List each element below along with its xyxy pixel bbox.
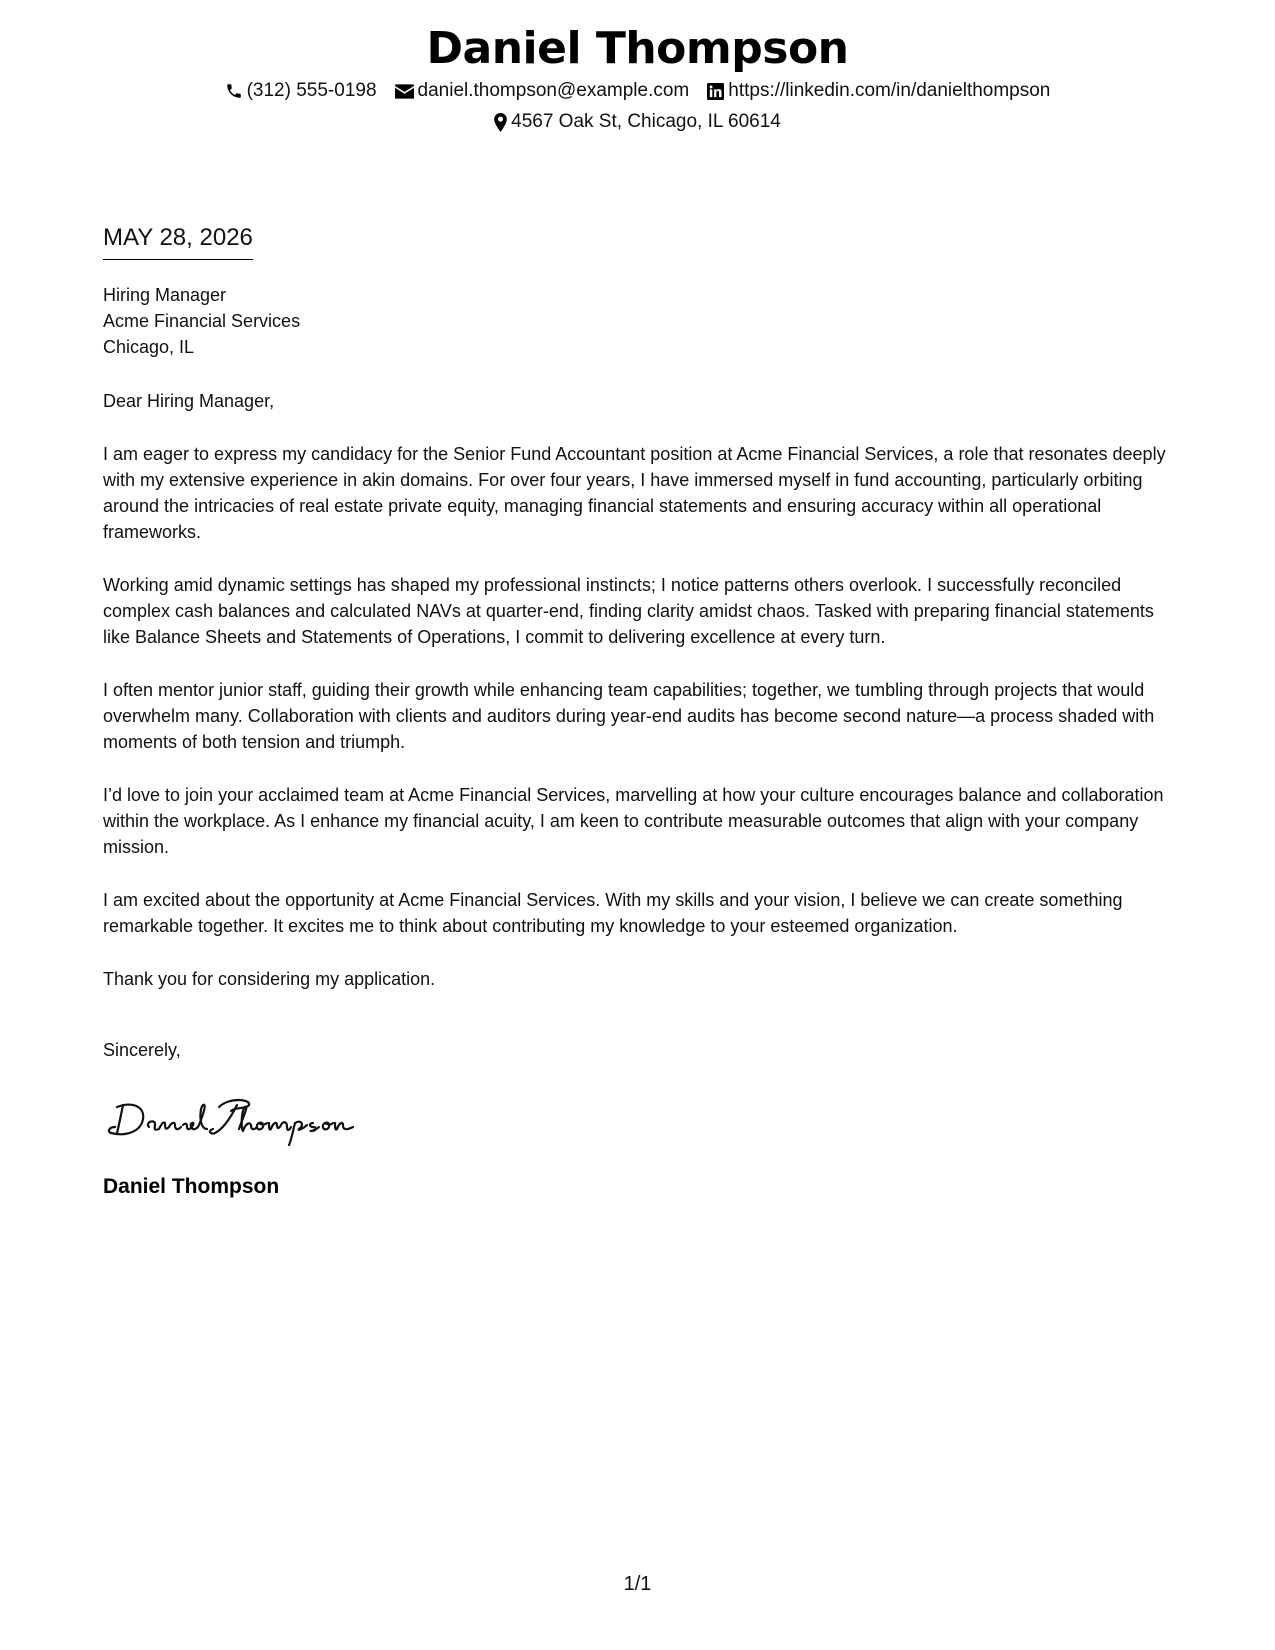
letter-body	[103, 222, 1183, 1201]
address-row	[0, 109, 1275, 135]
contact-phone	[225, 78, 377, 104]
closing: Sincerely,	[103, 1040, 181, 1060]
linkedin-text[interactable]: https://linkedin.com/in/danielthompson	[728, 80, 1051, 101]
paragraph-4: I’d love to join your acclaimed team at Acme Financial Services, marvelling at how your culture encourages balance and collaboration within the workplace. As I enhance my financial acuity, I am keen to contribute measurable outcomes that align with your company mission.	[103, 785, 1164, 857]
paragraph-1: I am eager to express my candidacy for the Senior Fund Accountant position at Acme Financial Services, a role that resonates deeply with my extensive experience in akin domains. For over four years, I have immersed myself in fund accounting, particularly orbiting around the intricacies of real estate private equity, managing financial statements and ensuring accuracy within all operational frameworks.	[103, 444, 1166, 542]
paragraph-3: I often mentor junior staff, guiding their growth while enhancing team capabilities; together, we tumbling through projects that would overwhelm many. Collaboration with clients and auditors during year-end audits has become second nature—a process shaded with moments of both tension and triumph.	[103, 680, 1155, 752]
page-number: 1/1	[623, 1573, 652, 1595]
letter-date: MAY 28, 2026	[103, 222, 253, 260]
recipient-block	[103, 282, 1183, 360]
phone-icon	[225, 82, 243, 100]
recipient-location: Chicago, IL	[103, 337, 195, 357]
handwritten-signature	[103, 1089, 1183, 1149]
contact-row	[0, 78, 1275, 104]
contact-linkedin[interactable]	[707, 78, 1050, 104]
signed-name: Daniel Thompson	[103, 1175, 280, 1198]
letter-header	[0, 22, 1275, 135]
salutation: Dear Hiring Manager,	[103, 391, 275, 411]
paragraph-5: I am excited about the opportunity at Acme Financial Services. With my skills and your vision, I believe we can create something remarkable together. It excites me to think about contributing my knowledge to your esteemed organization.	[103, 890, 1123, 936]
paragraph-2: Working amid dynamic settings has shaped my professional instincts; I notice patterns others overlook. I successfully reconciled complex cash balances and calculated NAVs at quarter-end, finding clarity amidst chaos. Tasked with preparing financial statements like Balance Sheets and Statements of Operations, I commit to delivering excellence at every turn.	[103, 575, 1154, 647]
paragraph-6: Thank you for considering my application.	[103, 969, 436, 989]
map-marker-icon	[494, 113, 507, 132]
phone-text: (312) 555-0198	[246, 80, 377, 101]
contact-email[interactable]	[395, 78, 690, 104]
recipient-title: Hiring Manager	[103, 285, 227, 305]
recipient-company: Acme Financial Services	[103, 311, 301, 331]
envelope-icon	[395, 84, 414, 99]
address-text: 4567 Oak St, Chicago, IL 60614	[511, 111, 781, 132]
contact-address	[494, 109, 781, 135]
email-text[interactable]: daniel.thompson@example.com	[417, 80, 690, 101]
applicant-name: Daniel Thompson	[426, 23, 849, 74]
linkedin-icon	[707, 83, 724, 100]
